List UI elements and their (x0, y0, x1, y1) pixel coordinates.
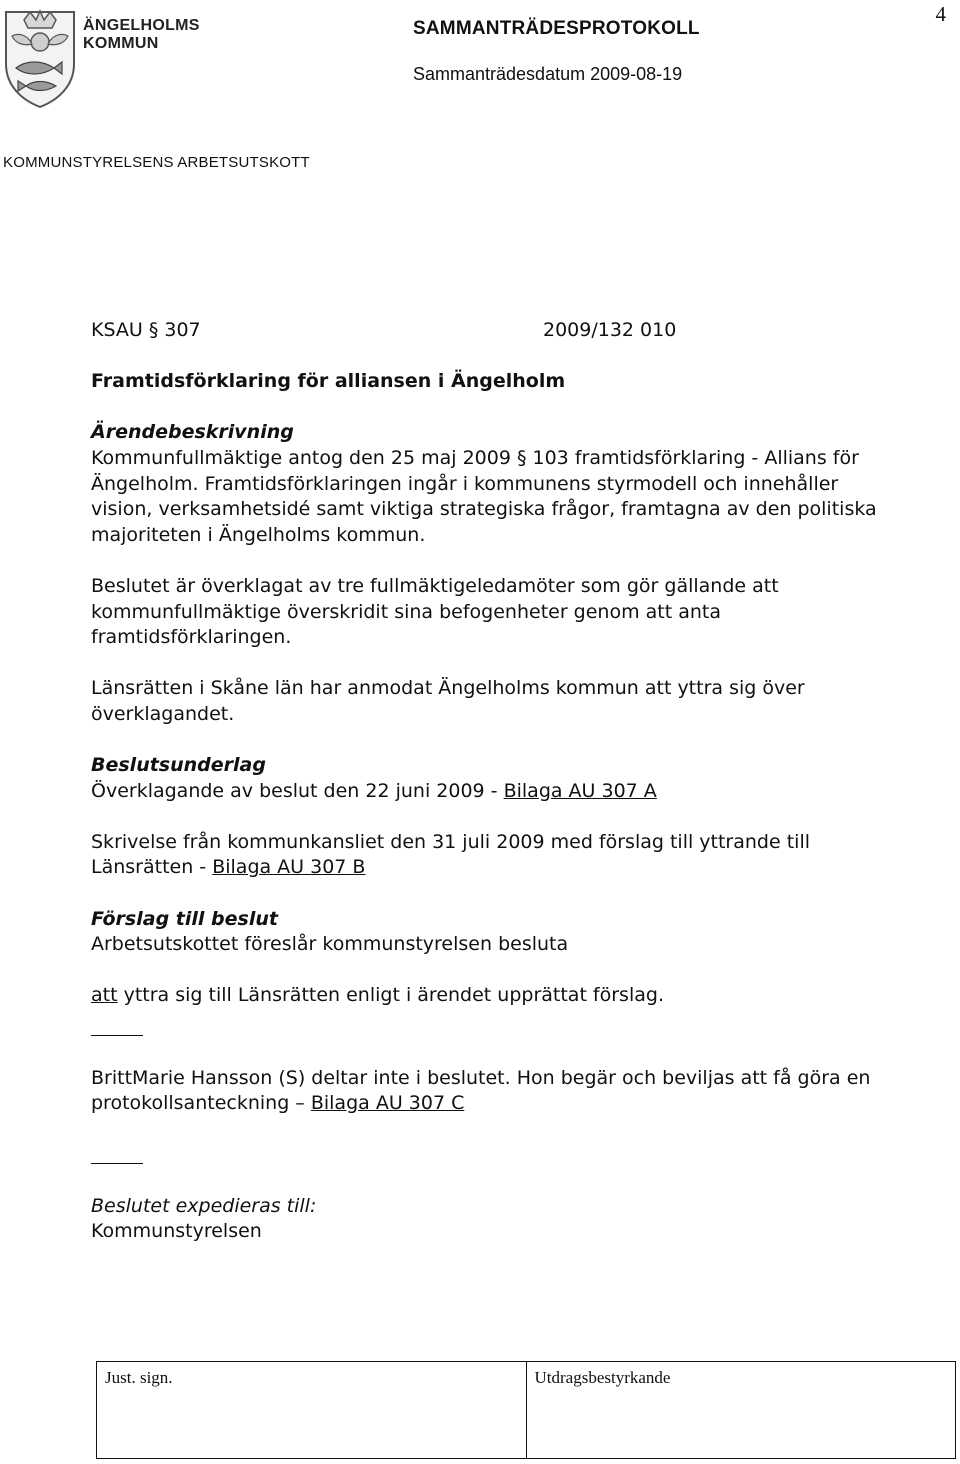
attachment-link-b[interactable]: Bilaga AU 307 B (212, 856, 366, 879)
description-paragraph-3: Länsrätten i Skåne län har anmodat Ängelholms kommun att yttra sig över överklagandet. (91, 677, 805, 725)
document-type: SAMMANTRÄDESPROTOKOLL (413, 18, 700, 39)
dispatch-recipient: Kommunstyrelsen (91, 1220, 262, 1243)
description-paragraph-1: Kommunfullmäktige antog den 25 maj 2009 § 103 framtidsförklaring - Allians för Ängelholm. Framtidsförklaringen ingår i kommunens styrmodell och innehåller vision, verksamhetsidé samt viktiga strategiska frågor, framtagna av den politiska majoriteten i Ängelholms kommun. (91, 446, 877, 546)
extract-certification-label: Utdragsbestyrkande (534, 1368, 671, 1387)
case-title: Framtidsförklaring för alliansen i Ängelholm (91, 370, 566, 393)
org-name (83, 17, 200, 53)
description-paragraph-2: Beslutet är överklagat av tre fullmäktigeledamöter som gör gällande att kommunfullmäktige överskridit sina befogenheter genom att anta framtidsförklaringen. (91, 574, 779, 649)
description-heading: Ärendebeskrivning (91, 421, 294, 444)
basis-item-1 (91, 779, 891, 805)
extract-certification-cell (526, 1362, 956, 1458)
protocol-note (91, 1066, 891, 1117)
diary-number: 2009/132 010 (543, 319, 677, 341)
page-number: 4 (935, 2, 946, 26)
municipal-coat-of-arms-logo (2, 6, 78, 110)
attachment-link-a[interactable]: Bilaga AU 307 A (503, 779, 657, 802)
org-name-line1: ÄNGELHOLMS (83, 17, 200, 34)
proposal-decision (91, 983, 891, 1009)
separator-line-2 (91, 1163, 143, 1164)
org-name-line2: KOMMUN (83, 35, 159, 52)
dispatch-heading: Beslutet expedieras till: (91, 1194, 317, 1217)
proposal-heading: Förslag till beslut (91, 907, 278, 930)
basis-heading: Beslutsunderlag (91, 754, 266, 777)
protocol-content (91, 318, 891, 1245)
committee-name: KOMMUNSTYRELSENS ARBETSUTSKOTT (3, 154, 310, 171)
basis-item-1-text: Överklagande av beslut den 22 juni 2009 - (91, 779, 504, 802)
case-id: KSAU § 307 (91, 319, 201, 341)
just-sign-label: Just. sign. (105, 1368, 173, 1387)
case-header (91, 318, 891, 344)
proposal-intro: Arbetsutskottet föreslår kommunstyrelsen besluta (91, 933, 569, 956)
just-sign-cell (97, 1362, 526, 1458)
basis-item-2 (91, 830, 891, 881)
meeting-date: Sammanträdesdatum 2009-08-19 (413, 64, 683, 84)
attachment-link-c[interactable]: Bilaga AU 307 C (310, 1092, 465, 1115)
att-keyword: att (91, 984, 118, 1007)
separator-line-1 (91, 1035, 143, 1036)
basis-item-2-text: Skrivelse från kommunkansliet den 31 juli 2009 med förslag till yttrande till Länsrätten - (91, 830, 811, 879)
signature-table (96, 1361, 956, 1459)
proposal-decision-text: yttra sig till Länsrätten enligt i ärendet upprättat förslag. (117, 984, 664, 1007)
protocol-note-text: BrittMarie Hansson (S) deltar inte i beslutet. Hon begär och beviljas att få göra en protokollsanteckning – (91, 1066, 871, 1115)
